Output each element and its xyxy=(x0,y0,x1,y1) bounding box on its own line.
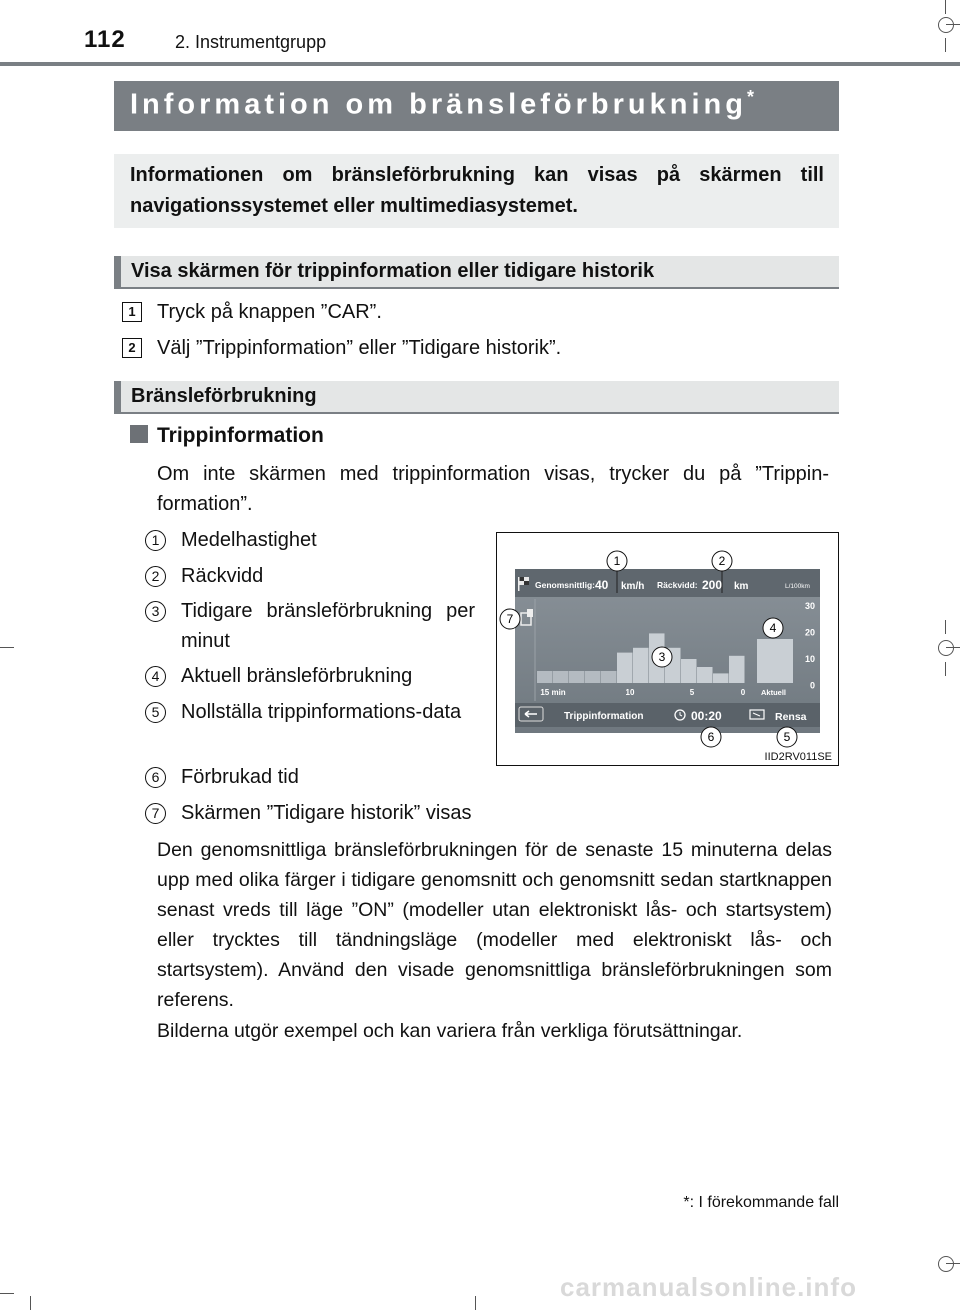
crop-mark xyxy=(946,24,960,25)
item-text-4: Aktuell bränsleförbrukning xyxy=(181,665,413,687)
y-tick-label: 0 xyxy=(809,680,815,691)
crop-mark xyxy=(0,1293,14,1294)
history-bar xyxy=(697,667,713,683)
crop-mark xyxy=(30,1296,31,1310)
history-bar xyxy=(681,659,697,683)
item-text-7: Skärmen ”Tidigare historik” visas xyxy=(181,802,472,824)
history-bar xyxy=(601,671,617,683)
x-tick-label: 15 min xyxy=(540,688,566,697)
callout-3 xyxy=(652,647,672,667)
availability-marker: * xyxy=(746,87,754,107)
item-number-1: 1 xyxy=(145,530,166,551)
item-text-1: Medelhastighet xyxy=(181,529,317,551)
page-number: 112 xyxy=(84,26,126,53)
y-tick-label: 20 xyxy=(804,627,815,638)
avg-speed-label: Genomsnittlig: xyxy=(535,580,595,590)
crop-mark xyxy=(945,662,946,676)
registration-mark xyxy=(938,640,954,656)
footnote: *: I förekommande fall xyxy=(683,1194,839,1211)
note-paragraph: Bilderna utgör exempel och kan variera från verkliga förutsättningar. xyxy=(157,1020,743,1042)
item-text-3: Tidigare bränsleförbrukning per minut xyxy=(181,600,475,652)
svg-text:3: 3 xyxy=(658,650,666,664)
svg-text:7: 7 xyxy=(506,612,514,626)
body-paragraph: Den genomsnittliga bränsleförbrukningen för de senaste 15 minuterna delas upp med olika färger i tidigare genomsnitt och genomsnitt sedan startknappen senast vreds till läge ”ON” (modeller utan elektroniskt lås- och startsystem) eller trycktes till tändningsläge (modeller med elektroniskt lås- och startsystem). Använd den visade genomsnittliga bränsleförbrukningen som referens. xyxy=(157,839,832,1011)
crop-mark xyxy=(946,1263,960,1264)
elapsed-time: 00:20 xyxy=(691,709,722,723)
item-number-5: 5 xyxy=(145,702,166,723)
registration-mark xyxy=(938,1256,954,1272)
intro-box xyxy=(114,154,839,228)
page-title-text: Information om bränsleförbrukning xyxy=(130,88,747,121)
reset-label: Rensa xyxy=(775,711,807,723)
history-bar xyxy=(537,671,553,683)
avg-speed-unit: km/h xyxy=(621,581,645,592)
crop-mark xyxy=(0,647,14,648)
y-tick-label: 10 xyxy=(804,654,815,664)
item-number-6: 6 xyxy=(145,767,166,788)
x-tick-label: 5 xyxy=(689,688,695,697)
callout-4 xyxy=(763,618,783,638)
crop-mark xyxy=(945,620,946,634)
item-text-5: Nollställa trippinformations-data xyxy=(181,701,462,723)
trip-screen-illustration xyxy=(497,533,838,765)
range-unit: km xyxy=(734,581,749,592)
svg-text:2: 2 xyxy=(718,554,726,568)
current-bar xyxy=(757,639,793,683)
range-label: Räckvidd: xyxy=(657,580,698,590)
figure-id: IID2RV011SE xyxy=(764,751,832,763)
history-bar xyxy=(553,671,569,683)
screen-bottom-title: Trippinformation xyxy=(564,711,644,722)
consumption-unit: L/100km xyxy=(785,583,810,590)
registration-mark xyxy=(938,17,954,33)
current-consumption-bar xyxy=(757,639,793,683)
history-bar xyxy=(617,653,633,683)
history-bar xyxy=(569,671,585,683)
range-value: 200 xyxy=(702,578,723,592)
crop-mark xyxy=(945,38,946,52)
x-tick-label: 0 xyxy=(740,688,746,697)
page-title xyxy=(130,87,754,122)
subheading: Trippinformation xyxy=(157,424,324,447)
header-divider xyxy=(0,62,960,66)
callout-6 xyxy=(701,727,721,747)
item-text-6: Förbrukad tid xyxy=(181,766,299,788)
item-number-7: 7 xyxy=(145,803,166,824)
crop-mark xyxy=(945,0,946,14)
step-text-1: Tryck på knappen ”CAR”. xyxy=(157,301,382,323)
section-title-bar xyxy=(114,81,839,131)
chapter-title: 2. Instrumentgrupp xyxy=(175,32,327,52)
y-tick-label: 30 xyxy=(804,601,815,611)
section-heading-display xyxy=(114,256,839,289)
square-bullet-icon xyxy=(130,425,148,443)
trip-information-figure xyxy=(496,532,839,766)
item-number-3: 3 xyxy=(145,601,166,622)
history-bar xyxy=(729,656,745,683)
crop-mark xyxy=(946,647,960,648)
history-bar xyxy=(585,671,601,683)
item-text-2: Räckvidd xyxy=(181,565,264,587)
watermark: carmanualsonline.info xyxy=(560,1272,857,1302)
svg-text:6: 6 xyxy=(707,730,715,744)
svg-text:1: 1 xyxy=(613,554,621,568)
section-heading-fuel xyxy=(114,381,839,414)
section-heading-text: Bränsleförbrukning xyxy=(131,385,317,407)
current-label: Aktuell xyxy=(761,688,787,697)
step-number-1: 1 xyxy=(122,302,142,322)
item-number-4: 4 xyxy=(145,666,166,687)
svg-text:5: 5 xyxy=(783,730,791,744)
svg-text:4: 4 xyxy=(769,621,777,635)
history-bar xyxy=(713,673,729,683)
callout-5 xyxy=(777,727,797,747)
callout-7 xyxy=(500,609,520,629)
intro-text: Informationen om bränsleförbrukning kan visas på skärmen till navigationssystemet eller multimediasystemet. xyxy=(130,164,824,217)
step-text-2: Välj ”Trippinformation” eller ”Tidigare historik”. xyxy=(157,337,562,359)
subheading-intro: Om inte skärmen med trippinformation visas, trycker du på ”Trippin-formation”. xyxy=(157,463,829,515)
avg-speed-value: 40 xyxy=(595,578,609,592)
step-number-2: 2 xyxy=(122,338,142,358)
section-heading-text: Visa skärmen för trippinformation eller tidigare historik xyxy=(131,260,655,282)
item-number-2: 2 xyxy=(145,566,166,587)
crop-mark xyxy=(475,1296,476,1310)
history-bar xyxy=(633,648,649,683)
x-tick-label: 10 xyxy=(625,688,635,697)
